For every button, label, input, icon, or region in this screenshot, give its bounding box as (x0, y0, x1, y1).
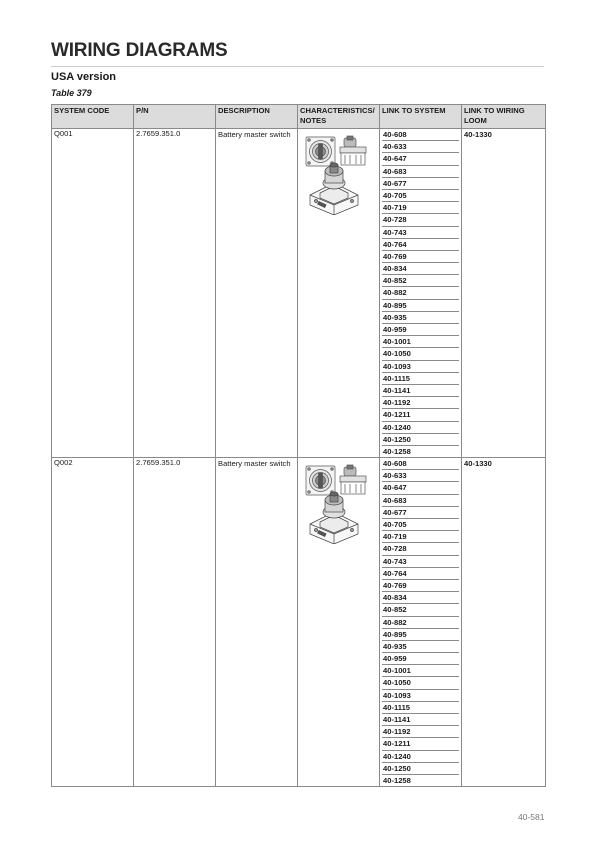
system-link[interactable]: 40-1192 (382, 397, 459, 409)
system-link[interactable]: 40-764 (382, 568, 459, 580)
header-description: DESCRIPTION (216, 105, 298, 129)
system-link[interactable]: 40-852 (382, 275, 459, 287)
system-link[interactable]: 40-895 (382, 629, 459, 641)
link-to-system-cell (380, 129, 462, 458)
header-link-to-wiring-loom: LINK TO WIRING LOOM (462, 105, 546, 129)
system-link[interactable]: 40-1093 (382, 690, 459, 702)
link-to-wiring-loom-cell (462, 129, 546, 458)
system-link[interactable]: 40-728 (382, 543, 459, 555)
description-text: Battery master switch (218, 130, 291, 139)
system-link[interactable]: 40-677 (382, 507, 459, 519)
battery-master-switch-illustration (304, 135, 370, 215)
system-link[interactable]: 40-1115 (382, 373, 459, 385)
table-row (52, 458, 546, 787)
wiring-loom-link[interactable]: 40-1330 (464, 130, 492, 139)
system-link[interactable]: 40-1115 (382, 702, 459, 714)
system-link[interactable]: 40-1250 (382, 434, 459, 446)
table-row (52, 129, 546, 458)
system-link[interactable]: 40-647 (382, 482, 459, 494)
system-link[interactable]: 40-1001 (382, 336, 459, 348)
system-link[interactable]: 40-852 (382, 604, 459, 616)
description-cell (216, 458, 298, 787)
header-characteristics: CHARACTERISTICS/ NOTES (298, 105, 380, 129)
system-link[interactable]: 40-1093 (382, 361, 459, 373)
link-to-wiring-loom-cell (462, 458, 546, 787)
system-link[interactable]: 40-719 (382, 531, 459, 543)
system-link[interactable]: 40-1141 (382, 385, 459, 397)
system-link[interactable]: 40-705 (382, 519, 459, 531)
header-pn: P/N (134, 105, 216, 129)
system-link[interactable]: 40-1250 (382, 763, 459, 775)
system-link[interactable]: 40-935 (382, 641, 459, 653)
section-subtitle: USA version (51, 71, 117, 83)
system-link[interactable]: 40-1001 (382, 665, 459, 677)
table-caption: Table 379 (51, 88, 92, 98)
description-text: Battery master switch (218, 459, 291, 469)
pn-cell: 2.7659.351.0 (134, 458, 216, 787)
system-code-cell: Q001 (52, 129, 134, 458)
system-link[interactable]: 40-834 (382, 592, 459, 604)
page-number: 40-581 (518, 812, 545, 822)
system-link[interactable]: 40-683 (382, 166, 459, 178)
system-link[interactable]: 40-769 (382, 580, 459, 592)
system-link[interactable]: 40-743 (382, 227, 459, 239)
link-to-system-cell (380, 458, 462, 787)
system-link[interactable]: 40-895 (382, 300, 459, 312)
system-link[interactable]: 40-608 (382, 129, 459, 141)
system-link[interactable]: 40-633 (382, 470, 459, 482)
system-link[interactable]: 40-633 (382, 141, 459, 153)
system-link[interactable]: 40-1192 (382, 726, 459, 738)
system-code-cell: Q002 (52, 458, 134, 787)
page-title: WIRING DIAGRAMS (51, 40, 228, 61)
header-system-code: SYSTEM CODE (52, 105, 134, 129)
system-link[interactable]: 40-764 (382, 239, 459, 251)
system-link[interactable]: 40-769 (382, 251, 459, 263)
system-link[interactable]: 40-1141 (382, 714, 459, 726)
wiring-loom-link[interactable]: 40-1330 (464, 459, 492, 469)
system-link[interactable]: 40-935 (382, 312, 459, 324)
system-link[interactable]: 40-1258 (383, 446, 411, 456)
system-link[interactable]: 40-1050 (382, 677, 459, 689)
table-header-row (52, 105, 546, 129)
system-link[interactable]: 40-1211 (382, 409, 459, 421)
system-link[interactable]: 40-683 (382, 495, 459, 507)
system-link[interactable]: 40-1240 (382, 422, 459, 434)
system-link[interactable]: 40-1211 (382, 738, 459, 750)
system-link[interactable]: 40-1240 (382, 751, 459, 763)
system-link[interactable]: 40-1258 (383, 775, 411, 785)
system-link[interactable]: 40-959 (382, 324, 459, 336)
system-link[interactable]: 40-959 (382, 653, 459, 665)
system-link[interactable]: 40-677 (382, 178, 459, 190)
characteristics-cell (298, 458, 380, 787)
system-link[interactable]: 40-882 (382, 617, 459, 629)
system-link[interactable]: 40-705 (382, 190, 459, 202)
system-link[interactable]: 40-834 (382, 263, 459, 275)
header-link-to-system: LINK TO SYSTEM (380, 105, 462, 129)
system-link[interactable]: 40-882 (382, 287, 459, 299)
system-link[interactable]: 40-743 (382, 556, 459, 568)
title-divider (51, 66, 544, 67)
system-link[interactable]: 40-1050 (382, 348, 459, 360)
pn-cell: 2.7659.351.0 (134, 129, 216, 458)
system-link[interactable]: 40-719 (382, 202, 459, 214)
battery-master-switch-illustration (304, 464, 370, 544)
system-link[interactable]: 40-608 (382, 458, 459, 470)
system-link[interactable]: 40-647 (382, 153, 459, 165)
wiring-table (51, 104, 546, 787)
description-cell (216, 129, 298, 458)
system-link[interactable]: 40-728 (382, 214, 459, 226)
characteristics-cell (298, 129, 380, 458)
